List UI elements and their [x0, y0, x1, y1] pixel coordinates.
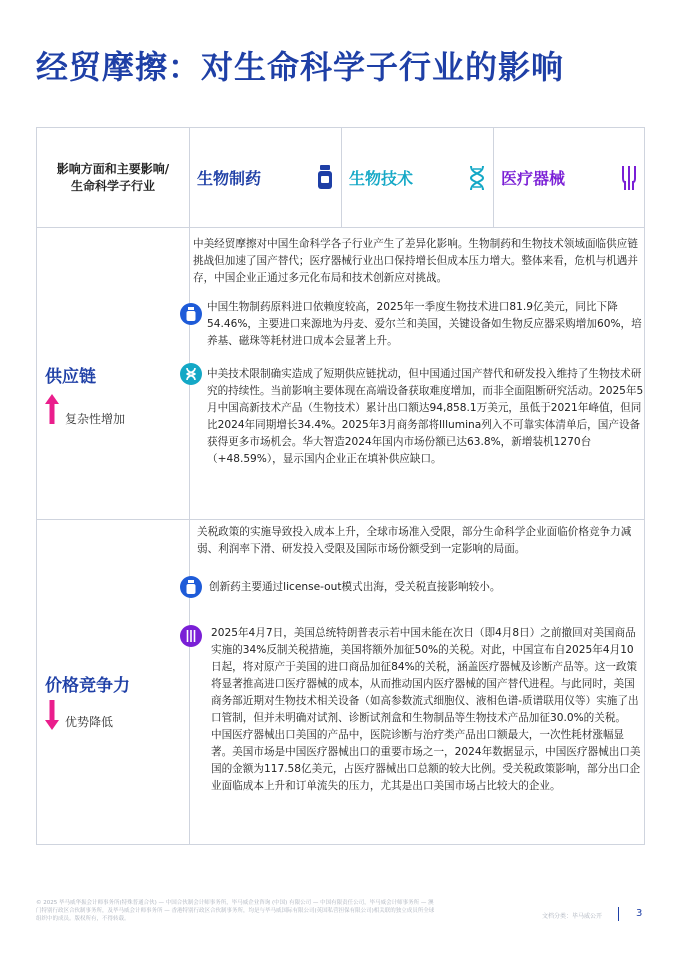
page-number-divider — [618, 907, 619, 921]
row-title-supply-chain: 供应链 — [45, 367, 96, 387]
medical-tools-icon — [180, 625, 202, 647]
trend-label: 优势降低 — [65, 715, 114, 729]
pill-bottle-icon — [315, 164, 335, 192]
arrow-up-icon — [45, 394, 59, 424]
list-item-paragraph: 2025年4月7日，美国总统特朗普表示若中国未能在次日（即4月8日）之前撤回对美国商品实施的34%反制关税措施，美国将额外加征50%的关税。对此，中国宣布自2025年4月10日起，将对原产于美国的进口商品加征84%的关税，涵盖医疗器械及诊断产品等。这一政策将显著推高进口医疗器械的成本，从而推动国内医疗器械的国产替代进程。与此同时，美国商务部近期对生物技术相关设备（如高参数流式细胞仪、液相色谱-质谱联用仪等）实施了出口管制，但并未明确对试剂、诊断试剂盒和生物制品等生物技术产品加征30.0%的关税。 — [211, 627, 639, 724]
list-item: 中国生物制药原料进口依赖度较高，2025年一季度生物技术进口81.9亿美元，同比下降54.46%，主要进口来源地为丹麦、爱尔兰和美国，关键设备如生物反应器采购增加60%，培养基、磁珠等耗材进口成本会显著上升。 — [207, 301, 642, 347]
header-row-label — [37, 128, 189, 227]
list-item: 中美技术限制确实造成了短期供应链扰动，但中国通过国产替代和研发投入维持了生物技术研究的持续性。当前影响主要体现在高端设备获取难度增加，而非全面阻断研究活动。2025年5月中国高新技术产品（生物技术）累计出口额达94,858.1万美元，虽低于2021年峰值，但同比2024年同期增长34.4%。2025年3月商务部将Illumina列入不可靠实体清单后，国产设备获得更多市场机会。华大智造2024年国内市场份额已达63.8%，新增装机1270台（+48.59%），显示国内企业正在填补供应缺口。 — [207, 368, 644, 465]
dna-icon — [180, 363, 202, 385]
page-number: 3 — [636, 908, 643, 919]
impact-table — [36, 127, 645, 845]
header-label-line2: 生命科学子行业 — [70, 178, 155, 193]
column-label-biotech: 生物技术 — [349, 169, 414, 188]
header-divider — [37, 227, 644, 228]
footer-legal: © 2025 毕马威华振会计师事务所(特殊普通合伙) — 中国合伙制会计师事务所，毕马威企业咨询 (中国) 有限公司 — 中国有限责任公司，毕马威会计师事务所 — 澳门特别行政区合伙制事务所，及毕马威会计师事务所 — 香港特别行政区合伙制事务所，均是与毕马威国际有限公司(英国私营担保有限公司)相关联的独立成员所全球组织中的成员。版权所有，不得转载。 — [36, 900, 435, 922]
arrow-down-icon — [45, 700, 59, 730]
row-divider — [37, 519, 644, 520]
pill-bottle-icon — [180, 303, 202, 325]
header-label-line1: 影响方面和主要影响/ — [56, 161, 170, 176]
row-title-price-competitiveness: 价格竞争力 — [45, 676, 130, 696]
dna-icon — [467, 164, 487, 192]
trend-label: 复杂性增加 — [65, 412, 126, 426]
page-title: 经贸摩擦：对生命科学子行业的影响 — [36, 48, 565, 86]
pill-bottle-icon — [180, 576, 202, 598]
column-label-meddevice: 医疗器械 — [501, 169, 566, 188]
column-header-biopharma — [189, 128, 341, 227]
list-item-paragraph: 中国医疗器械出口美国的产品中，医院诊断与治疗类产品出口额最大，一次性耗材涨幅显著。美国市场是中国医疗器械出口的重要市场之一，2024年数据显示，中国医疗器械出口美国的金额为117.58亿美元，占医疗器械出口总额的较大比例。受关税政策影响，部分出口企业面临成本上升和订单流失的压力，尤其是出口美国市场占比较大的企业。 — [211, 729, 641, 792]
medical-tools-icon — [619, 164, 639, 192]
column-label-biopharma: 生物制药 — [197, 169, 262, 188]
row-intro-text: 关税政策的实施导致投入成本上升，全球市场准入受限，部分生命科学企业面临价格竞争力减弱、利润率下滑、研发投入受限及国际市场份额受到一定影响的局面。 — [197, 526, 632, 555]
row-intro-text: 中美经贸摩擦对中国生命科学各子行业产生了差异化影响。生物制药和生物技术领域面临供应链挑战但加速了国产替代；医疗器械行业出口保持增长但成本压力增大。整体来看，危机与机遇并存，中国企业正通过多元化布局和技术创新应对挑战。 — [193, 238, 638, 284]
document-classification: 文档分类：毕马威公开 — [542, 913, 603, 920]
column-header-meddevice — [493, 128, 645, 227]
column-divider — [189, 128, 190, 844]
list-item — [211, 625, 643, 795]
list-item: 创新药主要通过license-out模式出海，受关税直接影响较小。 — [209, 581, 501, 593]
column-header-biotech — [341, 128, 493, 227]
